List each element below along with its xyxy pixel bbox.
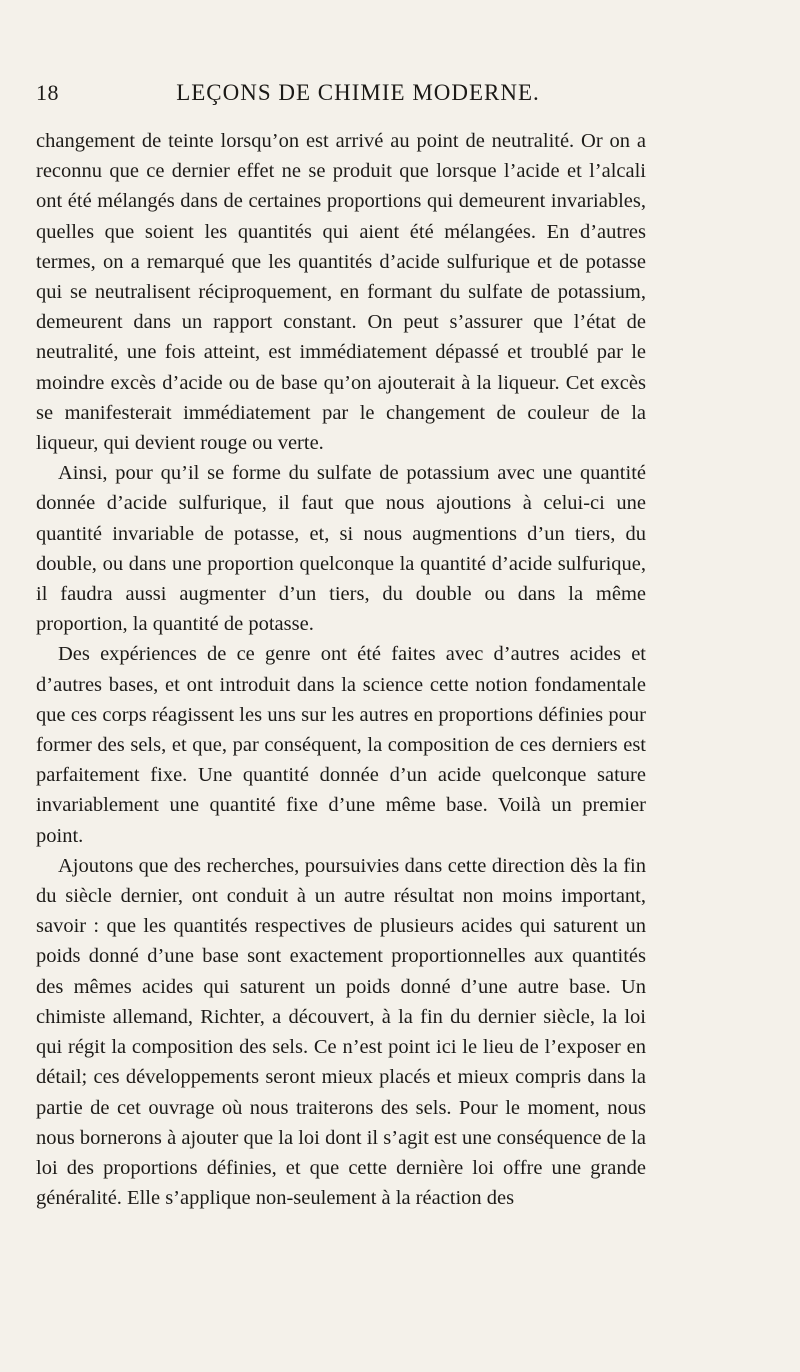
paragraph-ainsi: Ainsi, pour qu’il se forme du sulfate de potassium avec une quantité donnée d’acide sulfurique, il faut que nous ajoutions à celui-ci une quantité invariable de potasse, et, si nous augmentions d’un tiers, du double, ou dans une proportion quelconque la quantité d’acide sulfurique, il faudra aussi augmenter d’un tiers, du double ou dans la même proportion, la quantité de potasse.: [36, 462, 646, 636]
paragraph-ajoutons: Ajoutons que des recherches, poursuivies dans cette direction dès la fin du siècle dernier, ont conduit à un autre résultat non moins important, savoir : que les quantités respectives de plusieurs acides qui saturent un poids donné d’une base sont exactement proportionnelles aux quantités des mêmes acides qui saturent un poids donné d’une autre base. Un chimiste allemand, Richter, a découvert, à la fin du dernier siècle, la loi qui régit la composition des sels. Ce n’est point ici le lieu de l’exposer en détail; ces développements seront mieux placés et mieux compris dans la partie de cet ouvrage où nous traiterons des sels. Pour le moment, nous nous bornerons à ajouter que la loi dont il s’agit est une conséquence de la loi des proportions définies, et que cette dernière loi offre une grande généralité. Elle s’applique non-seulement à la réaction des: [36, 854, 646, 1210]
page-header: [36, 80, 640, 116]
page-number: 18: [36, 80, 59, 105]
paragraph-experiences: Des expériences de ce genre ont été faites avec d’autres acides et d’autres bases, et ont introduit dans la science cette notion fondamentale que ces corps réagissent les uns sur les autres en proportions définies pour former des sels, et que, par conséquent, la composition de ces derniers est parfaitement fixe. Une quantité donnée d’un acide quelconque sature invariablement une quantité fixe d’une même base. Voilà un premier point.: [36, 643, 646, 847]
running-title: LEÇONS DE CHIMIE MODERNE.: [176, 80, 540, 105]
body-text: [36, 126, 646, 1213]
paragraph-continuation: changement de teinte lorsqu’on est arrivé au point de neutralité. Or on a reconnu que ce dernier effet ne se produit que lorsque l’acide et l’alcali ont été mélangés dans de certaines proportions qui demeurent invariables, quelles que soient les quantités qui aient été mélangées. En d’autres termes, on a remarqué que les quantités d’acide sulfurique et de potasse qui se neutralisent réciproquement, en formant du sulfate de potassium, demeurent dans un rapport constant. On peut s’assurer que l’état de neutralité, une fois atteint, est immédiatement dépassé et troublé par le moindre excès d’acide ou de base qu’on ajouterait à la liqueur. Cet excès se manifesterait immédiatement par le changement de couleur de la liqueur, qui devient rouge ou verte.: [36, 130, 646, 455]
